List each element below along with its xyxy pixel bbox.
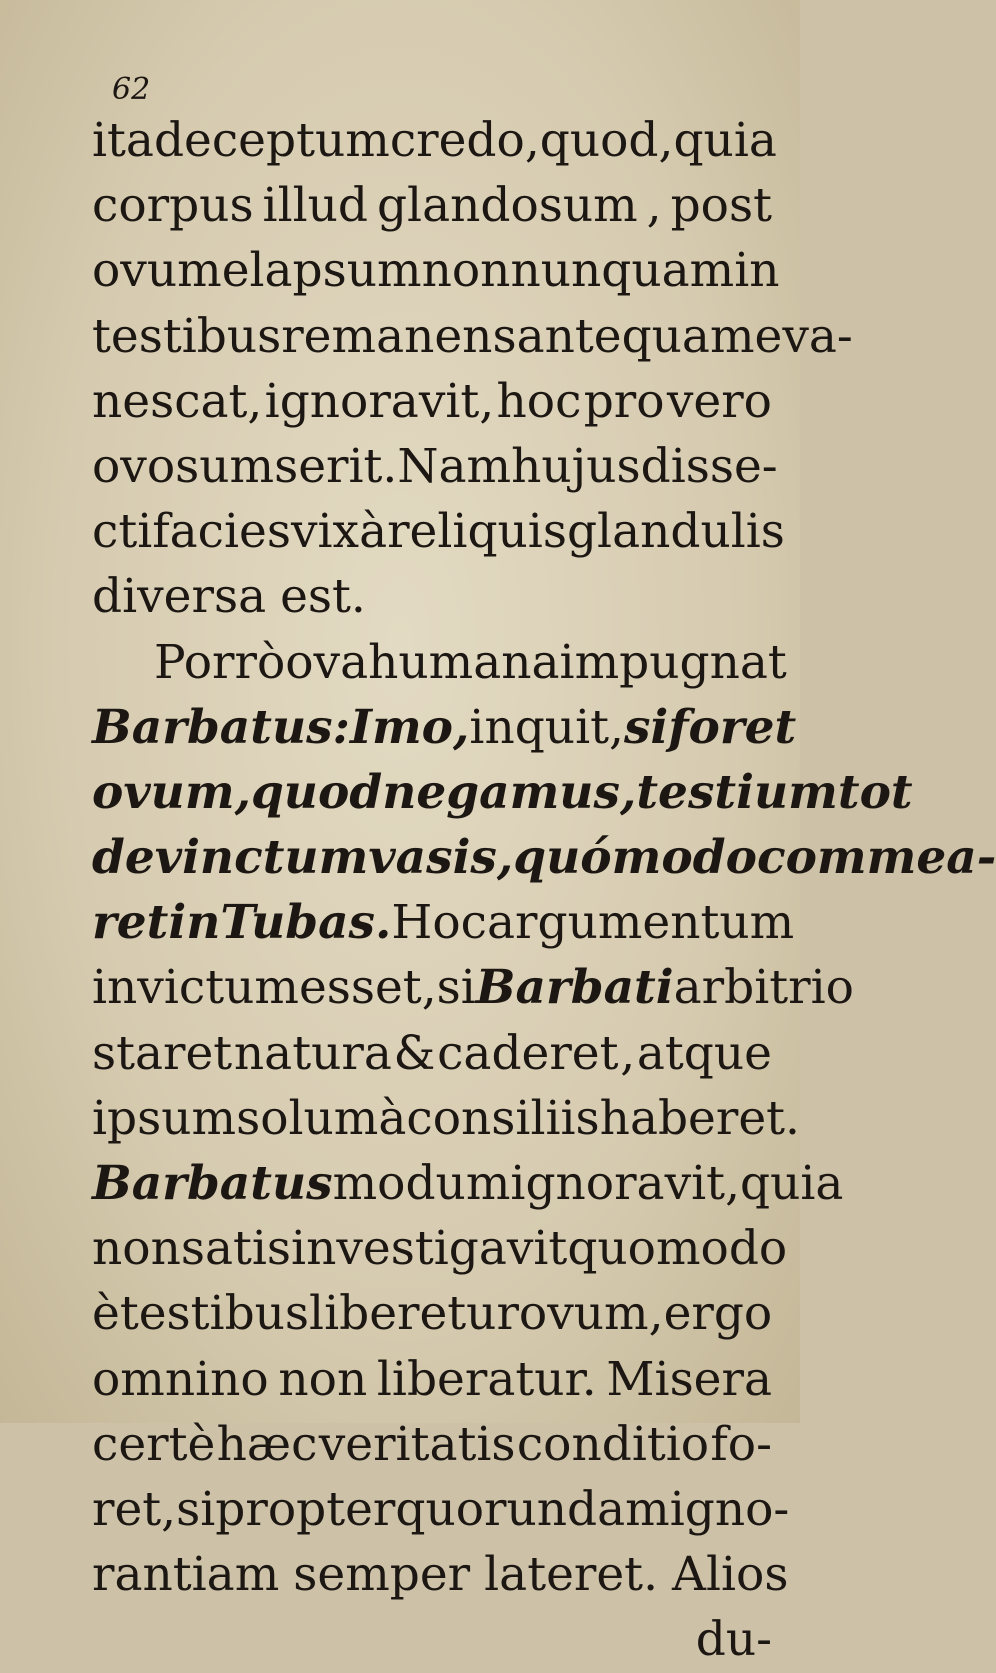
catchword: du- [695,1612,772,1668]
text-word: diversa [92,569,267,625]
text-word: ret [92,1481,162,1537]
text-word: corpus [92,178,254,234]
text-word: reliquis [387,504,567,560]
text-word: satis [180,1221,292,1277]
page-number: 62 [112,72,151,107]
text-word: haberet. [599,1090,800,1146]
text-word: pro [583,373,665,429]
text-word: Alios [672,1547,789,1603]
text-word: credo [389,113,525,168]
text-word: in [734,243,780,299]
text-line [92,173,772,238]
text-line [92,955,854,1020]
text-word: testibus [119,1286,310,1342]
text-word: ita [92,113,154,168]
text-word: Tubas. [220,895,392,951]
text-line [92,238,780,303]
text-word: , [658,113,674,168]
text-word: Barbatus [92,1156,333,1211]
text-word: ret [92,895,169,951]
text-word: devinctum [92,830,369,886]
text-word: ipsum [92,1090,237,1146]
text-line [92,1347,772,1412]
text-word: quod [539,113,659,168]
text-word: remanens [281,308,517,364]
text-word: quia [673,113,777,168]
text-line [92,499,785,564]
text-word: vix [290,504,360,560]
text-word: , [496,830,514,886]
text-word: , [725,1156,741,1211]
text-word: hoc [496,373,582,429]
text-word: ignoravit [510,1156,726,1211]
text-word: non [92,1221,181,1277]
text-line [92,825,996,890]
text-word: esset, [298,960,437,1016]
text-line [92,108,777,173]
text-word: vero [666,373,772,429]
text-word: , [453,699,470,755]
text-word: humana [368,634,560,690]
text-word: glandulis [566,504,785,560]
text-word: Imo [349,699,454,755]
text-word: rantiam [92,1547,280,1603]
text-word: foret [668,699,797,755]
text-word: & [393,1025,436,1081]
text-word: certè [92,1416,216,1472]
text-word: antequam [516,308,755,364]
text-word: liberatur. [376,1351,597,1407]
text-line [92,1216,788,1281]
text-word: negamus [382,764,620,820]
text-word: , [524,113,540,168]
text-word: quia [740,1156,844,1211]
text-word: semper [293,1547,471,1603]
text-word: quorundam [395,1481,670,1537]
text-line [92,1151,844,1216]
text-word: Barbati [475,960,674,1016]
text-line [92,1542,789,1607]
text-word: illud [262,178,368,234]
text-word: cti [92,504,153,560]
text-word: sumserit. [175,438,398,494]
text-word: ergo [663,1286,773,1342]
text-line [92,369,772,434]
text-word: modum [332,1156,511,1211]
text-word: disse- [640,438,778,494]
text-word: investigavit [291,1221,568,1277]
text-word: caderet [437,1025,619,1081]
text-word: testium [636,764,838,820]
text-word: Barbatus [92,699,333,755]
text-word: , [648,1286,664,1342]
text-word: fo- [710,1416,772,1472]
text-word: hujus [511,438,641,494]
text-word: omnino [92,1351,269,1407]
text-line [92,1412,772,1477]
text-word: , [646,178,662,234]
text-word: glandosum [376,178,638,234]
text-word: quomodo [567,1221,788,1277]
text-word: natura [233,1025,392,1081]
text-word: atque [636,1025,772,1081]
text-word: nonnunquam [421,243,735,299]
text-line [92,760,913,825]
text-word: si [436,960,476,1016]
text-word: Porrò [154,634,286,690]
text-line [92,1281,772,1346]
text-word: tot [837,764,913,820]
text-word: Misera [606,1351,772,1407]
text-word: vasis [368,830,497,886]
text-word: ovo [92,438,176,494]
text-word: argumentum [487,895,795,951]
text-line [92,434,778,499]
text-word: non [278,1351,368,1407]
text-word: ovum [92,243,222,299]
text-word: ova [285,634,369,690]
text-line [92,630,787,695]
text-word: testibus [92,308,282,364]
text-word: solum [236,1090,379,1146]
text-word: arbitrio [673,960,854,1016]
text-word: inquit, [469,699,624,755]
text-word: propter [215,1481,396,1537]
text-word: elapsum [221,243,422,299]
text-word: commea- [756,830,996,886]
text-word: lateret. [484,1547,659,1603]
text-word: , [234,764,251,820]
text-line [92,1021,772,1086]
text-line [92,564,772,629]
text-word: ovum [92,764,235,820]
text-line [92,890,795,955]
text-word: à [359,504,388,560]
text-word: veritatis [318,1416,516,1472]
text-word: à [378,1090,407,1146]
text-word: , [619,764,637,820]
text-word: ignoravit, [264,373,495,429]
body-text [92,108,996,1673]
text-word: invictum [92,960,299,1016]
text-word: staret [92,1025,233,1081]
text-word: eva- [754,308,853,364]
text-word: post [670,178,772,234]
text-word: nescat, [92,373,263,429]
text-word: deceptum [153,113,390,168]
text-word: quómodo [513,830,757,886]
text-word: est. [280,569,366,625]
text-word: facies [152,504,291,560]
text-word: impugnat [559,634,787,690]
text-word: è [92,1286,120,1342]
text-word: Nam [397,438,512,494]
text-word: quod [250,764,383,820]
text-word: in [168,895,221,951]
text-word: igno- [669,1481,790,1537]
text-word: conditio [516,1416,710,1472]
text-word: , [620,1025,636,1081]
text-line [92,695,797,760]
text-word: consiliis [406,1090,600,1146]
text-word: Hoc [391,895,487,951]
text-word: hæc [216,1416,318,1472]
text-word: liberetur [309,1286,519,1342]
text-word: si [623,699,669,755]
text-word: : [332,699,350,755]
text-line [92,304,853,369]
text-line [92,1086,800,1151]
text-word: si [176,1481,216,1537]
text-word: , [161,1481,177,1537]
text-line [92,1477,790,1542]
text-word: ovum [518,1286,649,1342]
